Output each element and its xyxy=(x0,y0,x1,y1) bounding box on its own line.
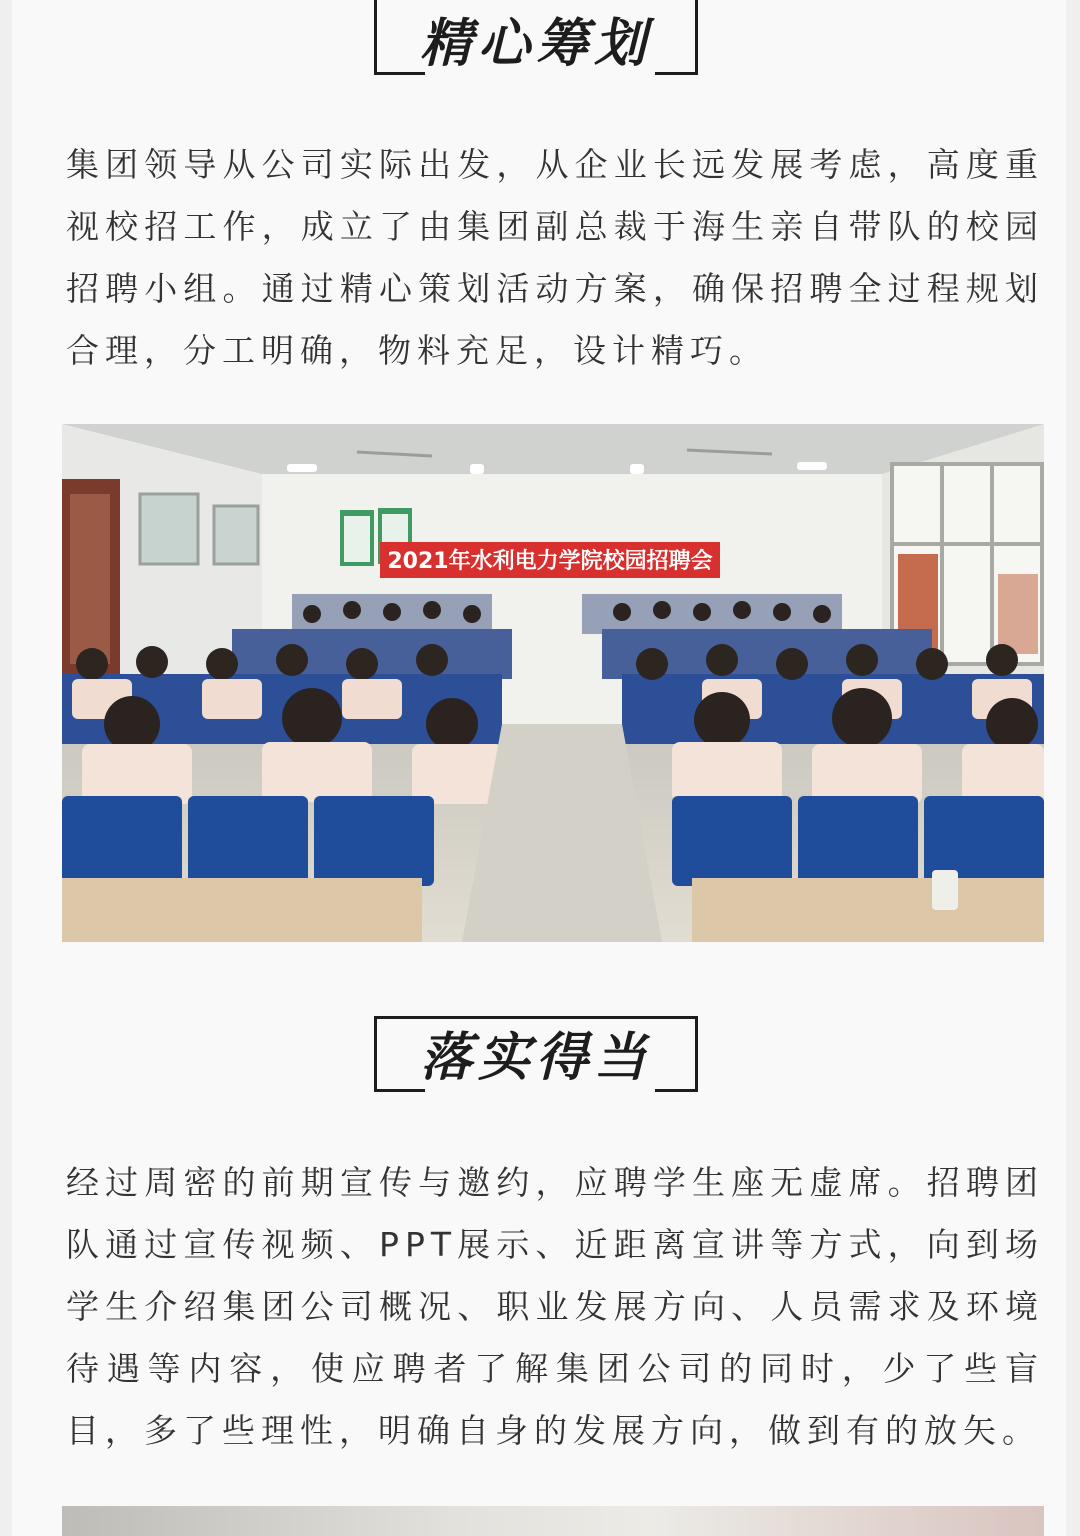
article-page xyxy=(12,0,1066,1536)
section-heading-text: 精心筹划 xyxy=(419,14,652,74)
next-photo-preview xyxy=(62,1506,1044,1536)
section-heading-text: 落实得当 xyxy=(419,1028,652,1088)
heading-frame-line xyxy=(377,1016,695,1019)
section-paragraph-implementation: 经过周密的前期宣传与邀约，应聘学生座无虚席。招聘团队通过宣传视频、PPT展示、近距离宣讲等方式，向到场学生介绍集团公司概况、职业发展方向、人员需求及环境待遇等内容，使应聘者了解集团公司的同时，少了些盲目，多了些理性，明确自身的发展方向，做到有的放矢。 xyxy=(66,1163,1044,1450)
section-heading-implementation xyxy=(374,1016,698,1092)
section-heading-planning xyxy=(374,0,698,75)
heading-frame-line xyxy=(655,1089,695,1092)
section-paragraph-planning: 集团领导从公司实际出发，从企业长远发展考虑，高度重视校招工作，成立了由集团副总裁于海生亲自带队的校园招聘小组。通过精心策划活动方案，确保招聘全过程规划合理，分工明确，物料充足，设计精巧。 xyxy=(66,145,1044,370)
banner-text: 2021年水利电力学院校园招聘会 xyxy=(387,549,713,574)
heading-frame-line xyxy=(377,1089,425,1092)
recruitment-hall-photo xyxy=(62,424,1044,942)
